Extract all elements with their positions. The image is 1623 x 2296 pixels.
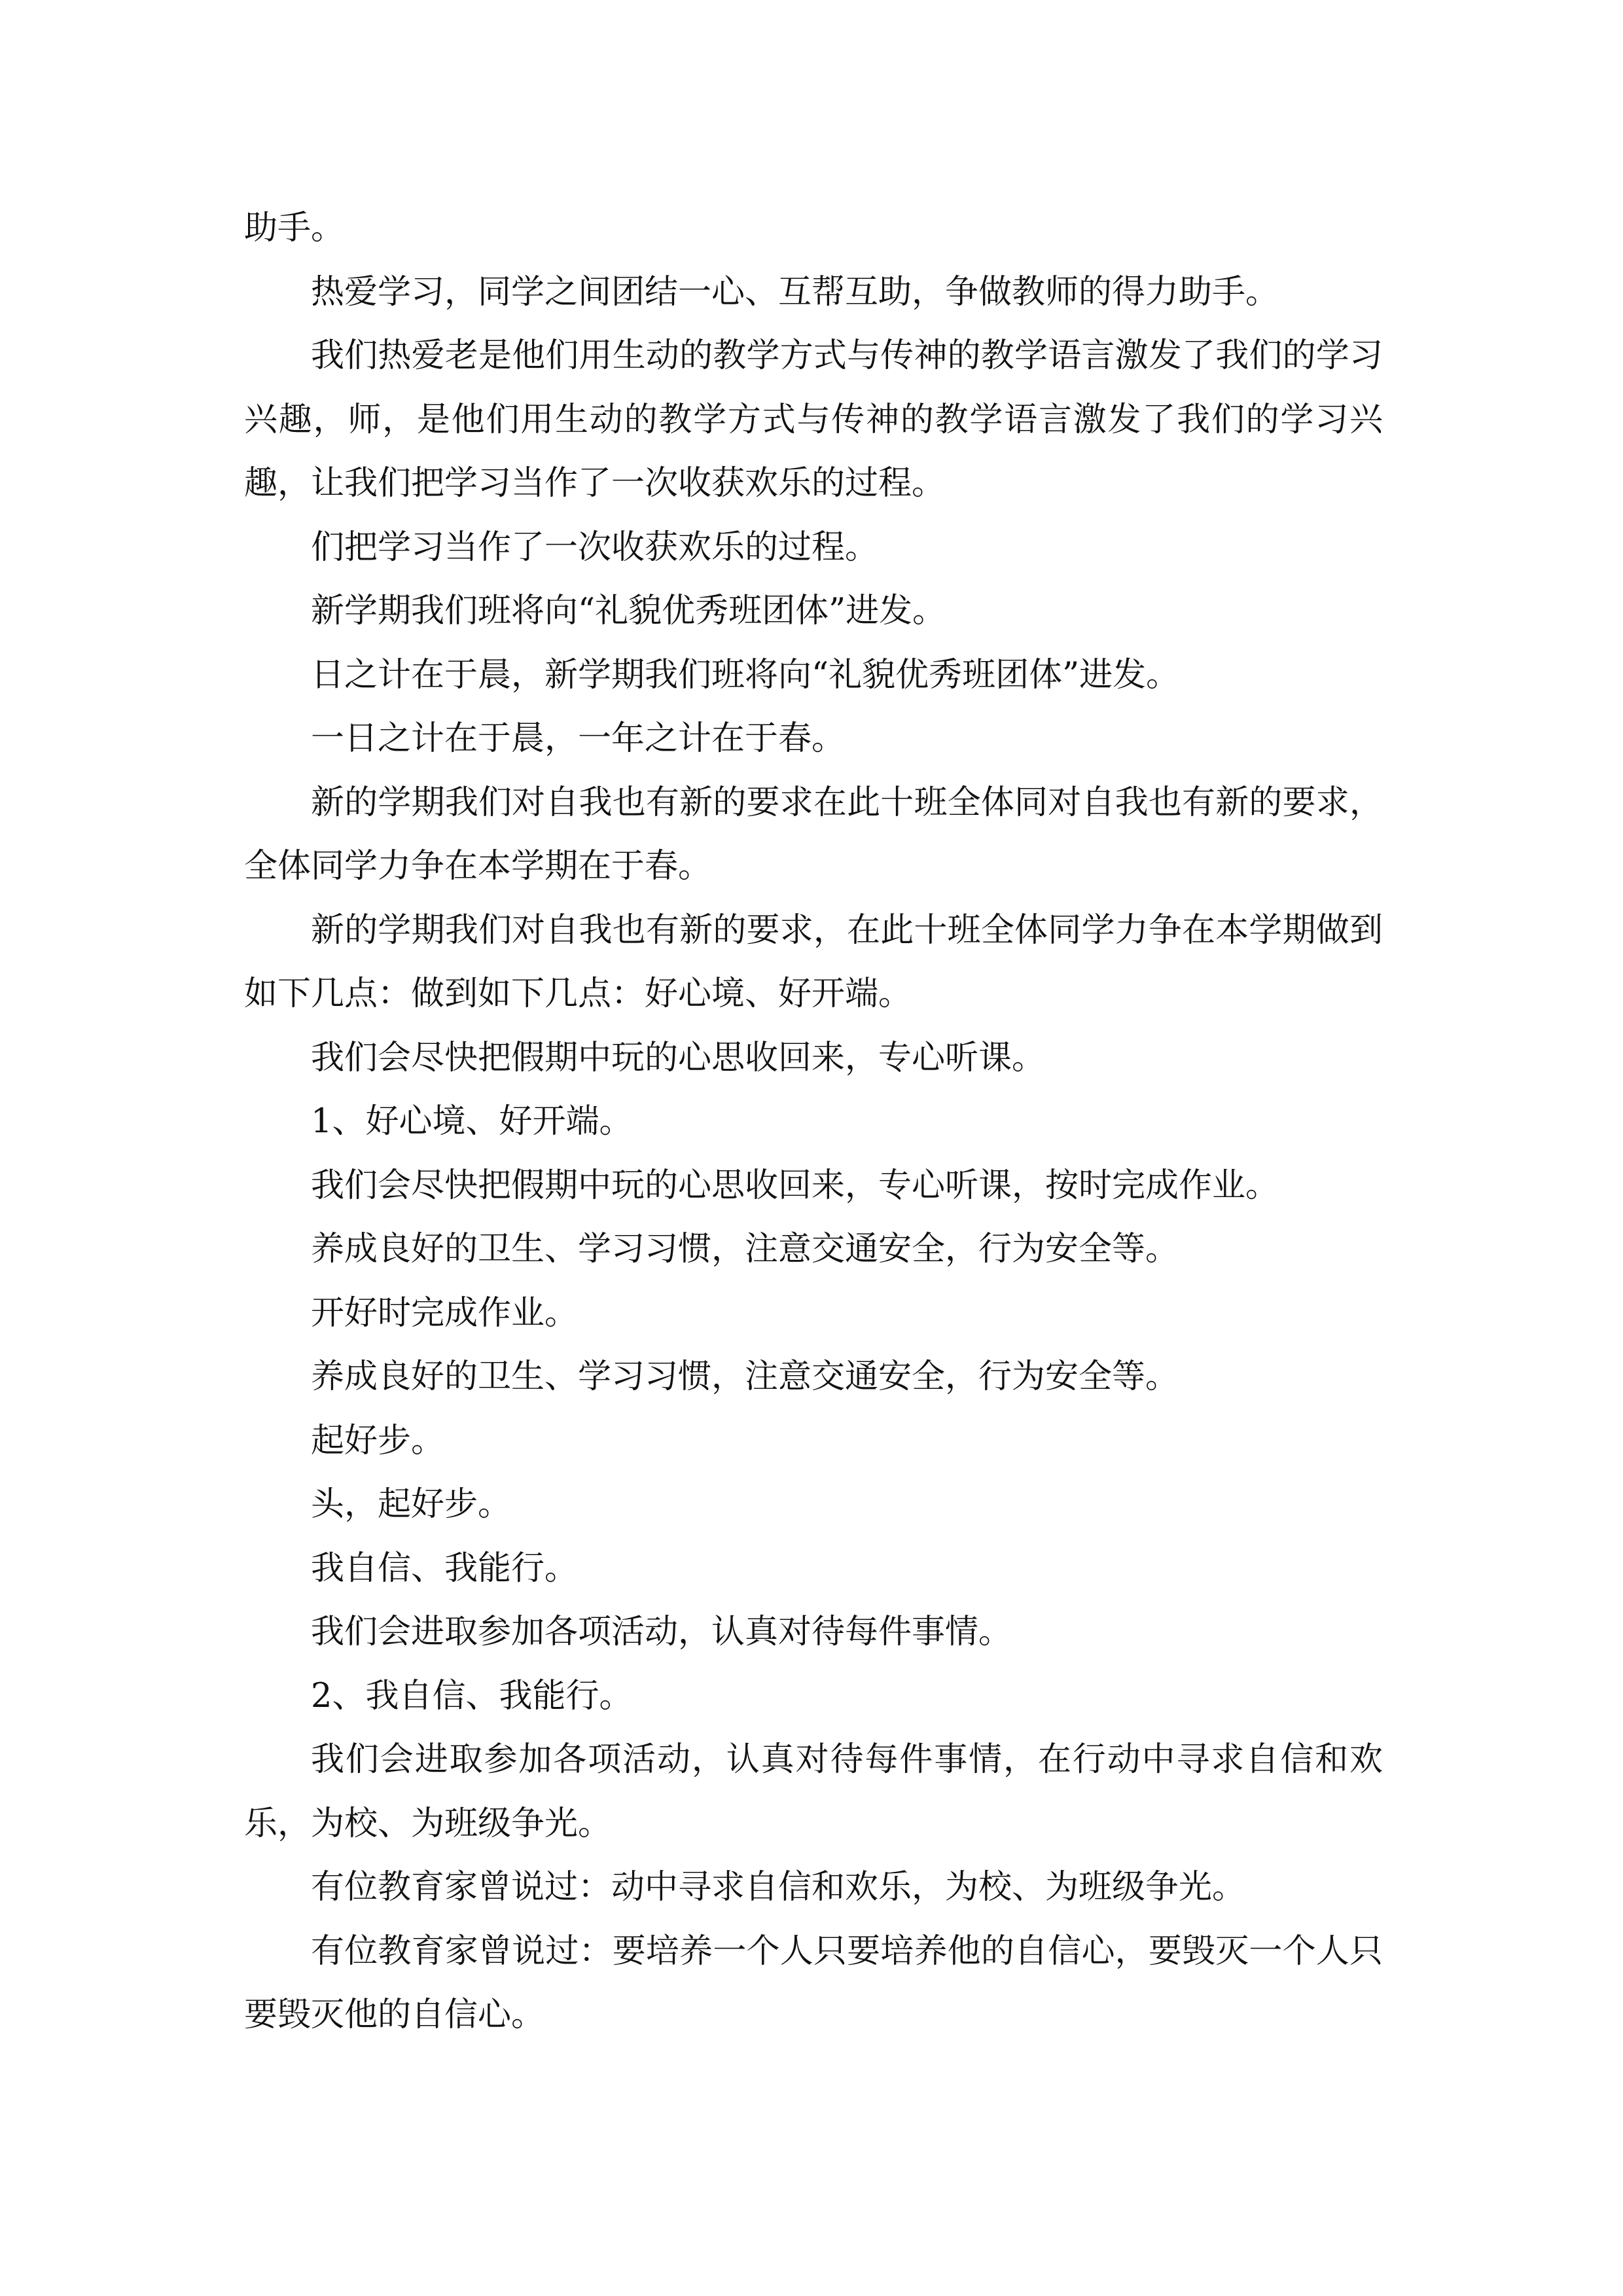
paragraph-9: 新的学期我们对自我也有新的要求，在此十班全体同学力争在本学期做到如下几点：做到如下几点：好心境、好开端。: [244, 910, 1383, 1013]
paragraph-14: 开好时完成作业。: [311, 1293, 579, 1333]
paragraph-10: 我们会尽快把假期中玩的心思收回来，专心听课。: [311, 1038, 1046, 1077]
paragraph-8: 新的学期我们对自我也有新的要求在此十班全体同对自我也有新的要求，全体同学力争在本学期在于春。: [244, 783, 1383, 886]
paragraph-6: 日之计在于晨，新学期我们班将向“礼貌优秀班团体”进发。: [311, 655, 1180, 694]
paragraph-12: 我们会尽快把假期中玩的心思收回来，专心听课，按时完成作业。: [311, 1166, 1279, 1205]
paragraph-7: 一日之计在于晨，一年之计在于春。: [311, 719, 846, 758]
paragraph-17: 头，起好步。: [311, 1485, 512, 1524]
paragraph-1: 助手。: [244, 209, 345, 247]
paragraph-2: 热爱学习，同学之间团结一心、互帮互助，争做教师的得力助手。: [311, 272, 1279, 312]
paragraph-13: 养成良好的卫生、学习习惯，注意交通安全，行为安全等。: [311, 1230, 1179, 1268]
paragraph-23: 有位教育家曾说过：要培养一个人只要培养他的自信心，要毁灭一个人只要毁灭他的自信心。: [244, 1931, 1383, 2034]
paragraph-16: 起好步。: [311, 1421, 445, 1460]
paragraph-4: 们把学习当作了一次收获欢乐的过程。: [311, 528, 879, 567]
paragraph-19: 我们会进取参加各项活动，认真对待每件事情。: [311, 1613, 1012, 1651]
paragraph-5: 新学期我们班将向“礼貌优秀班团体”进发。: [311, 592, 946, 630]
paragraph-20: 2、我自信、我能行。: [311, 1676, 633, 1715]
paragraph-21: 我们会进取参加各项活动，认真对待每件事情，在行动中寻求自信和欢乐，为校、为班级争光。: [244, 1740, 1383, 1843]
paragraph-18: 我自信、我能行。: [311, 1549, 579, 1588]
paragraph-22: 有位教育家曾说过：动中寻求自信和欢乐，为校、为班级争光。: [311, 1868, 1246, 1907]
document-body: [244, 196, 1383, 2047]
paragraph-3: 我们热爱老是他们用生动的教学方式与传神的教学语言激发了我们的学习兴趣，师，是他们用生动的教学方式与传神的教学语言激发了我们的学习兴趣，让我们把学习当作了一次收获欢乐的过程。: [244, 336, 1383, 503]
paragraph-11: 1、好心境、好开端。: [311, 1102, 633, 1141]
paragraph-15: 养成良好的卫生、学习习惯，注意交通安全，行为安全等。: [311, 1357, 1179, 1396]
